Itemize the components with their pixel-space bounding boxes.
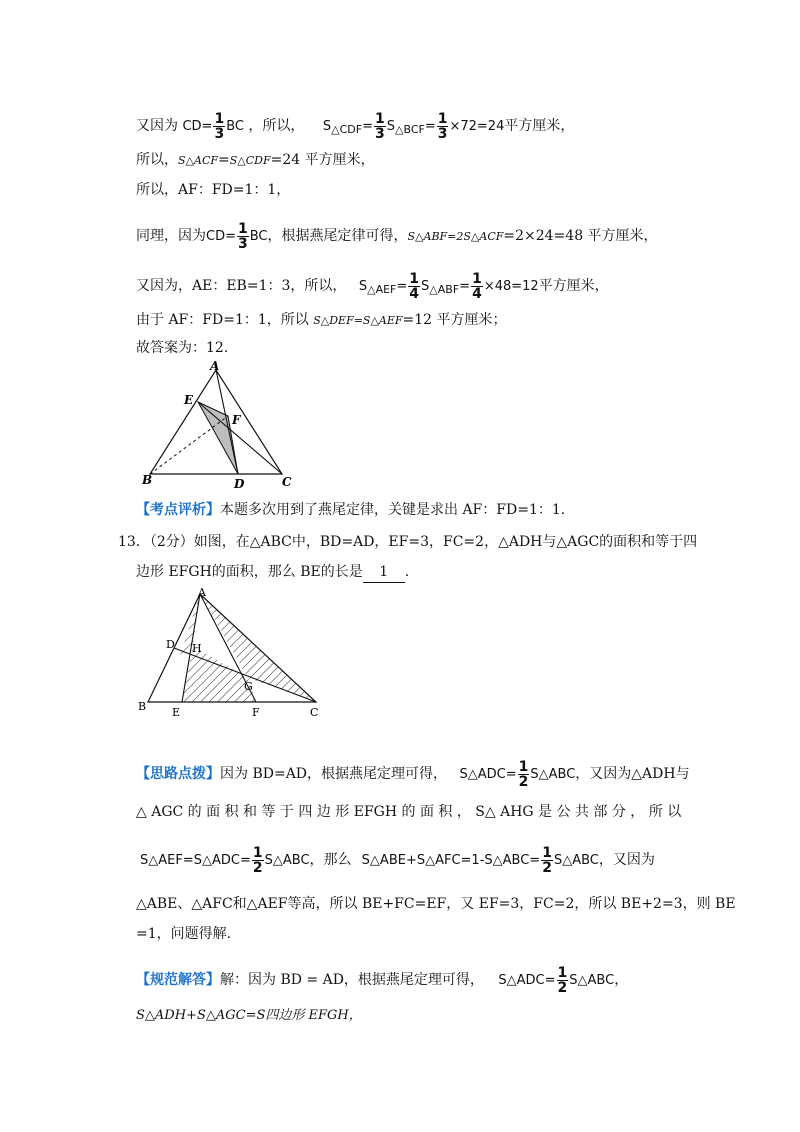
den: 3 — [237, 236, 248, 252]
label-f: F — [252, 706, 260, 719]
tag-kaodian: 【考点评析】 — [136, 502, 220, 518]
num: 1 — [542, 845, 552, 861]
text: △ AGC 的 面 积 和 等 于 四 边 形 EFGH 的 面 积 ， S△ AHG 是 公 共 部 分 ， 所 以 — [136, 804, 682, 820]
formula-sadc — [459, 759, 576, 790]
line-5 — [136, 272, 609, 301]
line-3 — [136, 180, 290, 200]
solution-line-2 — [136, 1006, 362, 1026]
num: 1 — [437, 111, 448, 127]
t: S — [322, 119, 332, 134]
t: ×48=12 — [483, 279, 539, 294]
text: 又因为，AE：EB=1：3，所以， — [136, 278, 347, 294]
den: 2 — [557, 980, 568, 996]
frac — [437, 112, 449, 141]
label-c: C — [310, 706, 319, 719]
frac — [557, 966, 569, 995]
text: 边形 EFGH的面积，那么 BE的长是 — [136, 564, 363, 580]
text: △ABE、△AFC和△AEF等高，所以 BE+FC=EF，又 EF=3，FC=2，所以 BE+2=3，则 BE — [136, 896, 736, 912]
t: =2S△ACF — [447, 230, 504, 243]
question-13-line-1 — [118, 532, 697, 552]
text: =2×24=48 平方厘米， — [503, 228, 658, 244]
label-a: A — [210, 360, 220, 373]
line-1 — [136, 112, 574, 141]
num: 1 — [374, 111, 385, 127]
t: S — [358, 279, 368, 294]
t: S△ABC — [530, 767, 576, 782]
line-4 — [136, 222, 658, 251]
t: ×72=24 — [449, 119, 505, 134]
t: S — [421, 279, 430, 294]
den: 4 — [409, 286, 420, 302]
t: S△AEF=S△ADC= — [140, 853, 251, 868]
question-13-line-2 — [136, 562, 409, 583]
hint-line-1 — [136, 760, 690, 789]
text: =1，问题得解. — [136, 926, 232, 942]
t: = — [396, 279, 408, 294]
label-d: D — [234, 477, 245, 491]
figure-triangle-2 — [138, 586, 328, 722]
num: 1 — [557, 965, 568, 981]
den: 2 — [518, 774, 529, 790]
t: CD= — [206, 229, 236, 244]
t: S△ABC — [569, 973, 615, 988]
text: 所以， — [136, 152, 178, 168]
formula-saef — [358, 271, 539, 302]
label-g: G — [244, 680, 253, 693]
label-c: C — [282, 475, 292, 489]
tag-guifan: 【规范解答】 — [136, 972, 220, 988]
frac — [541, 846, 553, 875]
t: S△DEF — [313, 314, 354, 327]
t: S△ADC= — [498, 973, 556, 988]
text: 本题多次用到了燕尾定律，关键是求出 AF：FD=1：1. — [220, 502, 566, 518]
t: △BCF — [395, 123, 425, 136]
text: 所以，AF：FD=1：1， — [136, 182, 291, 198]
frac — [252, 846, 264, 875]
label-e: E — [184, 393, 194, 407]
frac — [518, 760, 530, 789]
hint-line-3 — [140, 846, 655, 875]
den: 2 — [542, 860, 552, 876]
t: S△ACF — [178, 154, 218, 167]
text: . — [404, 564, 410, 580]
text: 解：因为 BD = AD，根据燕尾定理可得， — [220, 972, 484, 988]
line-2 — [136, 150, 375, 171]
t: △ABF — [429, 283, 460, 296]
text: =12 平方厘米； — [402, 312, 507, 328]
t: = — [218, 152, 230, 168]
t: = — [362, 119, 373, 134]
frac — [471, 272, 483, 301]
line-7 — [136, 338, 228, 358]
label-d: D — [166, 638, 175, 651]
num: 1 — [252, 845, 263, 861]
hint-line-4 — [136, 894, 736, 914]
den: 3 — [437, 126, 448, 142]
formula-cd — [206, 221, 268, 252]
frac — [237, 222, 249, 251]
t: CD= — [182, 119, 213, 134]
text: ，又因为△ADH与 — [575, 766, 690, 782]
text: 同理，因为 — [136, 228, 206, 244]
t: S△ABC — [553, 853, 599, 868]
solution-line-1 — [136, 966, 628, 995]
text: ，根据燕尾定律可得， — [267, 228, 408, 244]
text: 平方厘米， — [538, 278, 609, 294]
frac — [213, 112, 225, 141]
t: = — [459, 279, 471, 294]
label-h: H — [192, 642, 202, 655]
frac — [374, 112, 386, 141]
label-b: B — [142, 473, 153, 487]
formula-cd — [182, 111, 244, 142]
answer-blank: 1 — [363, 562, 405, 583]
text: 故答案为：12. — [136, 340, 229, 356]
hint-line-5 — [136, 924, 231, 944]
text: 平方厘米， — [504, 118, 575, 134]
t: △AEF — [367, 283, 397, 296]
text: ， — [614, 972, 629, 988]
den: 3 — [374, 126, 385, 142]
label-b: B — [138, 700, 147, 713]
label-f: F — [232, 413, 241, 427]
text: S△ADH+S△AGC=S四边形 EFGH， — [136, 1008, 362, 1023]
num: 1 — [472, 271, 482, 287]
formula-scdf — [322, 111, 505, 142]
t: = — [424, 119, 436, 134]
num: 1 — [518, 759, 529, 775]
analysis-line — [136, 500, 565, 520]
text: 13．（2分）如图，在△ABC中，BD=AD，EF=3，FC=2，△ADH与△AGC的面积和等于四 — [118, 534, 698, 550]
t: S△ABF — [407, 230, 448, 243]
den: 2 — [252, 860, 263, 876]
t: S — [386, 119, 395, 134]
t: S△CDF — [229, 154, 271, 167]
t: S△ABC — [264, 853, 310, 868]
line-6 — [136, 310, 507, 331]
t: BC — [226, 119, 244, 134]
t: ，那么 — [309, 852, 352, 868]
formula-sadc — [498, 965, 615, 996]
label-e: E — [172, 706, 181, 719]
t: BC — [249, 229, 268, 244]
t: S△ABE+S△AFC=1-S△ABC= — [361, 853, 541, 868]
num: 1 — [214, 111, 225, 127]
t: △CDF — [331, 123, 363, 136]
num: 1 — [409, 271, 420, 287]
t: ，又因为 — [598, 852, 655, 868]
t: =S△AEF — [353, 314, 403, 327]
text: 因为 BD=AD，根据燕尾定理可得， — [220, 766, 448, 782]
label-a: A — [198, 586, 206, 599]
num: 1 — [237, 221, 248, 237]
text: ，所以， — [248, 118, 305, 134]
frac — [408, 272, 420, 301]
text: 由于 AF：FD=1：1，所以 — [136, 312, 309, 328]
hint-line-2 — [136, 802, 681, 822]
text: =24 平方厘米， — [270, 152, 375, 168]
den: 3 — [214, 126, 225, 142]
tag-silu: 【思路点拨】 — [136, 766, 220, 782]
t: S△ADC= — [459, 767, 517, 782]
den: 4 — [472, 286, 482, 302]
text: 又因为 — [136, 118, 178, 134]
figure-triangle-1 — [140, 360, 300, 492]
